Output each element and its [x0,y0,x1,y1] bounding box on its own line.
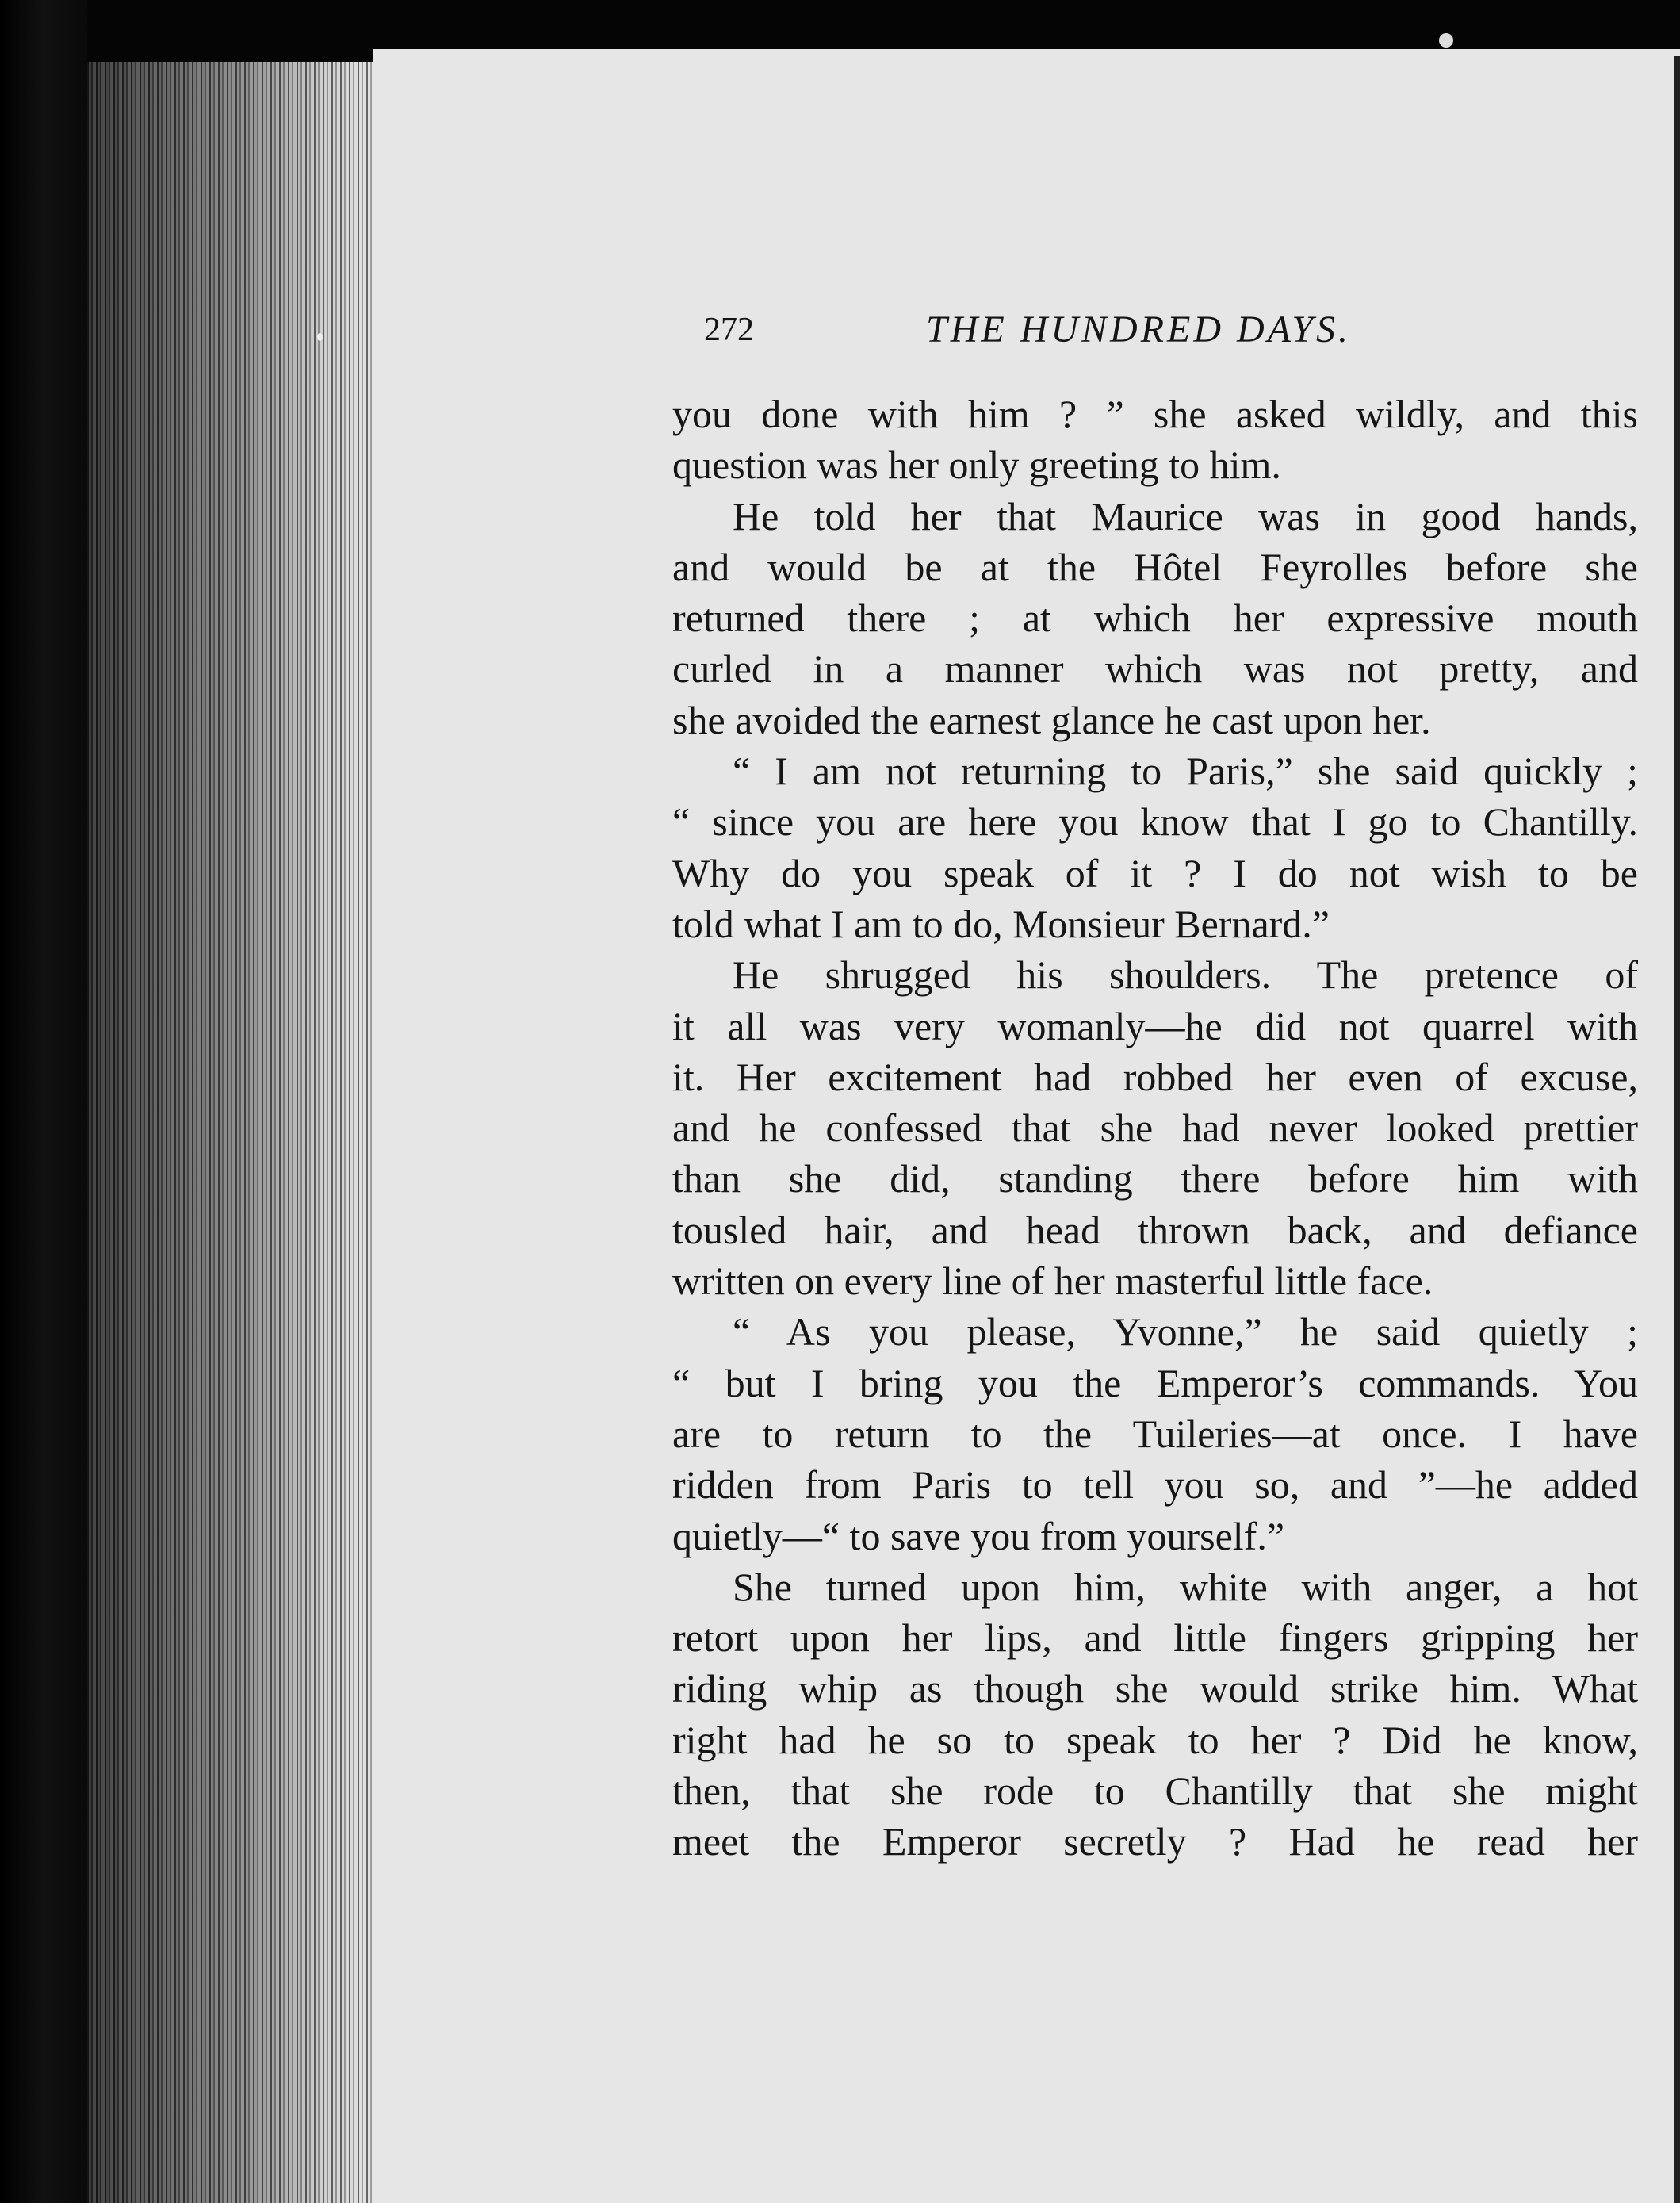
text-line: ridden from Paris to tell you so, and ”—he added [672,1462,1638,1508]
scan-right-border [1674,56,1680,2203]
body-text [672,389,1638,1868]
scan-speck [1439,33,1453,48]
text-line: quietly—“ to save you from yourself.” [672,1513,1285,1558]
text-line: written on every line of her masterful little face. [672,1259,1433,1304]
text-line: “ As you please, Yvonne,” he said quietly ; [733,1309,1638,1354]
text-line: it all was very womanly—he did not quarrel with [672,1003,1638,1048]
text-line: than she did, standing there before him with [672,1156,1638,1201]
text-line: you done with him ? ” she asked wildly, and this [672,392,1638,436]
text-line: it. Her excitement had robbed her even of excuse, [672,1054,1638,1099]
text-line: she avoided the earnest glance he cast upon her. [672,697,1431,742]
text-line: then, that she rode to Chantilly that she might [672,1768,1638,1814]
text-line: retort upon her lips, and little fingers gripping her [672,1615,1638,1661]
text-line: told what I am to do, Monsieur Bernard.” [672,901,1330,946]
text-line: are to return to the Tuileries—at once. I have [672,1411,1638,1456]
running-title: THE HUNDRED DAYS. [926,308,1352,351]
text-line: She turned upon him, white with anger, a hot [733,1564,1638,1609]
text-line: riding whip as though she would strike him. What [672,1666,1638,1711]
text-line: “ but I bring you the Emperor’s commands. You [672,1360,1638,1405]
text-line: meet the Emperor secretly ? Had he read her [672,1819,1638,1864]
text-line: curled in a manner which was not pretty, and [672,646,1638,692]
text-line: right had he so to speak to her ? Did he know, [672,1717,1638,1762]
scan-left-border [0,0,87,2203]
text-line: He told her that Maurice was in good hands, [733,493,1638,538]
scan-speck [317,333,323,341]
text-line: and he confessed that she had never looked prettier [672,1105,1638,1151]
text-line: “ I am not returning to Paris,” she said quickly ; [733,749,1638,794]
text-line: question was her only greeting to him. [672,443,1281,488]
text-line: returned there ; at which her expressive mouth [672,596,1638,641]
text-line: He shrugged his shoulders. The pretence of [733,952,1638,998]
page-number: 272 [704,312,754,348]
text-line: Why do you speak of it ? I do not wish to be [672,850,1638,895]
text-line: tousled hair, and head thrown back, and defiance [672,1207,1638,1252]
book-page-edges [87,62,381,2203]
page-header [704,308,1640,363]
text-line: and would be at the Hôtel Feyrolles before she [672,544,1638,589]
text-line: “ since you are here you know that I go to Chantilly. [672,799,1638,845]
